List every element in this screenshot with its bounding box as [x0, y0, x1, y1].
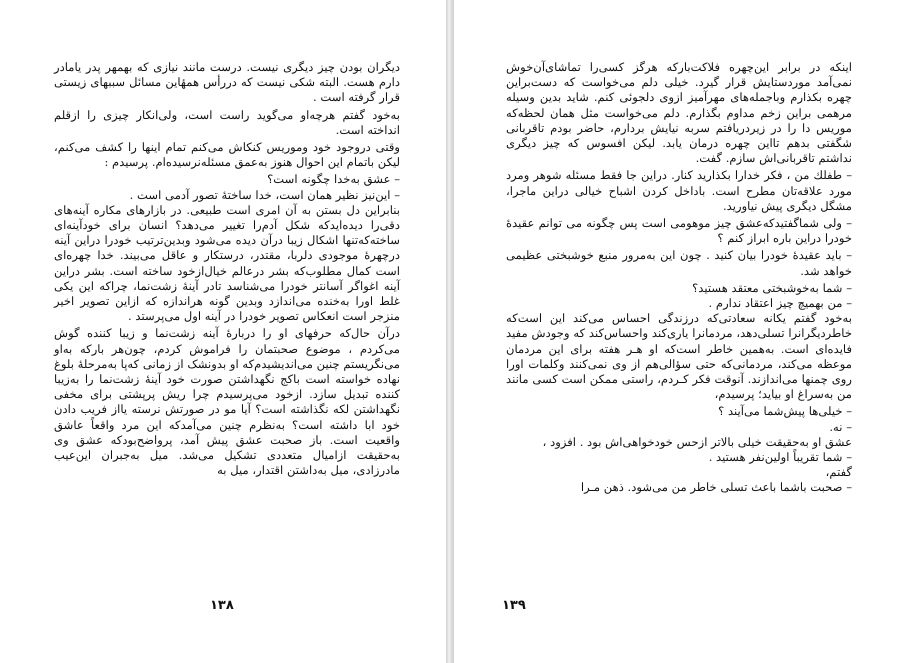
right-paragraph-2: – طفلك من ، فكر خدارا بكذاريد كنار. دراین جا فقط مسئله شوهر ومرد مورد علاقه‌تان مطرح است. باداخل کردن اشباح خیالی دراین ماجرا، مشگل دیگری پیش نیاورید.: [506, 168, 852, 213]
right-paragraph-12: گفتم،: [825, 465, 852, 480]
left-page-number: ۱۳۸: [210, 598, 234, 613]
right-paragraph-3: – ولی شماگفتیدکه‌عشق چیز موهومی است پس چگونه می توانم عقیدهٔ خودرا دراین باره ابراز کنم ؟: [506, 216, 852, 246]
left-paragraph-5: – این‌نیز نظیر همان است، خدا ساختهٔ تصور آدمی است .: [129, 187, 400, 202]
book-spine: [446, 0, 454, 663]
left-paragraph-4: – عشق به‌خدا چگونه است؟: [267, 172, 400, 187]
left-page-text: [54, 60, 400, 480]
right-page: [454, 0, 901, 663]
right-paragraph-8: – خیلی‌ها پیش‌شما می‌آیند ؟: [718, 404, 852, 419]
left-page: [0, 0, 446, 663]
right-paragraph-10: عشق او به‌حقیقت خیلی بالاتر ازحس خودخواهی‌اش بود . افزود ،: [542, 434, 852, 449]
right-paragraph-9: – نه.: [829, 419, 852, 434]
left-paragraph-1: دیگران بودن چیز دیگری نیست. درست مانند نیازی که بهمهر پدر یامادر دارم هست. البته شکی نیست که دررأس همهٔاین مسائل سببهای زیستی قرار گرفته است .: [54, 60, 400, 105]
right-paragraph-13: – صحبت باشما باعث تسلی خاطر من می‌شود. ذهن مـرا: [580, 480, 852, 495]
right-paragraph-7: به‌خود گفتم یکانه سعادتی‌که درزندگی احساس می‌کند این است‌که خاطردیگرانرا تسلی‌دهد، مردمانرا یاری‌کند واحساس‌کند که وجودش مفید فایده‌ای است. به‌همین خاطر است‌که او هـر هفته برای این مردمان موعظه می‌کند، مردمانی‌که حتی سؤالی‌هم از وی نمی‌کنند وکلمات اورا روی چمنها می‌اندازند. آنوقت فکر کـردم، راستی ممکن است کسی مانند من به‌سراغ او بیاید؛ پرسیدم،: [506, 311, 852, 402]
right-paragraph-6: – من بهمیچ چیز اعتقاد ندارم .: [708, 296, 852, 311]
right-paragraph-4: – باید عقیدهٔ خودرا بیان کنید . چون این به‌مرور منبع خوشبختی عظیمی خواهد شد.: [506, 248, 852, 278]
right-paragraph-11: – شما تقریباً اولین‌نفر هستید .: [708, 450, 852, 465]
right-paragraph-5: – شما به‌خوشبختی معتقد هستید؟: [692, 280, 852, 295]
left-paragraph-7: درآن حال‌که حرفهای او را دربارهٔ آینه زشت‌نما و زیبا کننده گوش می‌کردم ، موضوع صحبتمان را فراموش کردم، چون‌هر بارکه به‌او می‌نگریستم چنین می‌اندیشیدم‌که او بدونشک از زمانی که‌پا به‌مرحلهٔ بلوغ نهاده خواسته است باکج نگهداشتن صورت خود آینهٔ زشت‌نما را به‌زیبا کننده تبدیل سازد. ازخود می‌پرسیدم چرا ریش پرپشتی برای مخفی نگهداشتن لکه نگذاشته است؟ آیا مو در صورتش نرسته یااز فریب دادن خود ابا داشته است؟ به‌نظرم چنین می‌آمدکه این مرد واقعاً عاشق واقعیت است. باز صحبت عشق پیش آمد، پرواضح‌بودکه عشق وی به‌حقیقت ازامیال متعددی تشکیل می‌شد. میل به‌جبران این‌عیب مادرزادی، میل به‌داشتن اقتدار، میل به: [54, 326, 400, 478]
left-paragraph-3: وقتی دروجود خود وموریس کنکاش می‌کنم تمام اینها را کشف می‌کنم، لیکن باتمام این احوال هنوز به‌عمق مسئله‌نرسیده‌ام. پرسیدم :: [54, 140, 400, 170]
right-page-text: [506, 60, 852, 496]
right-paragraph-1: اینکه در برابر این‌چهره فلاکت‌بارکه هرگز کسی‌را تماشای‌آن‌خوش نمی‌آمد موردستایش قرار گیرد. خیلی دلم می‌خواست که دست‌براین چهره بکذارم وباجمله‌های مهرآمیز ازوی دلجوئی کنم. شاید بدین وسیله مرهمی براین زخم مداوم بگذارم. دلم می‌خواست مثل همان لحظه‌که موریس دا را در زیردریافتم سربه نیایش بردارم، حاضر بودم تاقربانی شگفتی بدهم تااین چهره درمان یابد. لیکن افسوس که چیز دیگری نداشتم تاقربانی‌اش سازم. گفت.: [506, 60, 852, 166]
left-paragraph-6: بنابراین دل بستن به آن امری است طبیعی. در بازارهای مکاره آینه‌های دقی‌را دیده‌اید‌که شکل آدم‌را تغییر می‌دهد؟ انسان برای خودآینه‌ای ساخته‌که‌تنها اشکال زیبا درآن دیده می‌شود وبدین‌ترتیب خودرا دراین آینه درچهرهٔ موجودی دلربا، مقتدر، درستکار و عاقل می‌بیند. خدا چهره‌ای است کمال مطلوب‌که بشر درعالم خیال‌ازخود ساخته است. بشر دراین آینه اغواگر آسانتر خودرا می‌شناسد تادر آینهٔ زشت‌نما، چراکه این یکی غلط اورا به‌خنده می‌اندازد وبدین گونه هراندازه که ازاین تصویر اخیر منزجر است انعکاس تصویر خودرا در آینه اول می‌پرستد .: [54, 202, 400, 324]
left-paragraph-2: به‌خود گفتم هرچه‌او می‌گوید راست است، ولی‌انکار چیزی را ازقلم انداخته است.: [54, 107, 400, 137]
right-page-number: ۱۳۹: [502, 598, 526, 613]
